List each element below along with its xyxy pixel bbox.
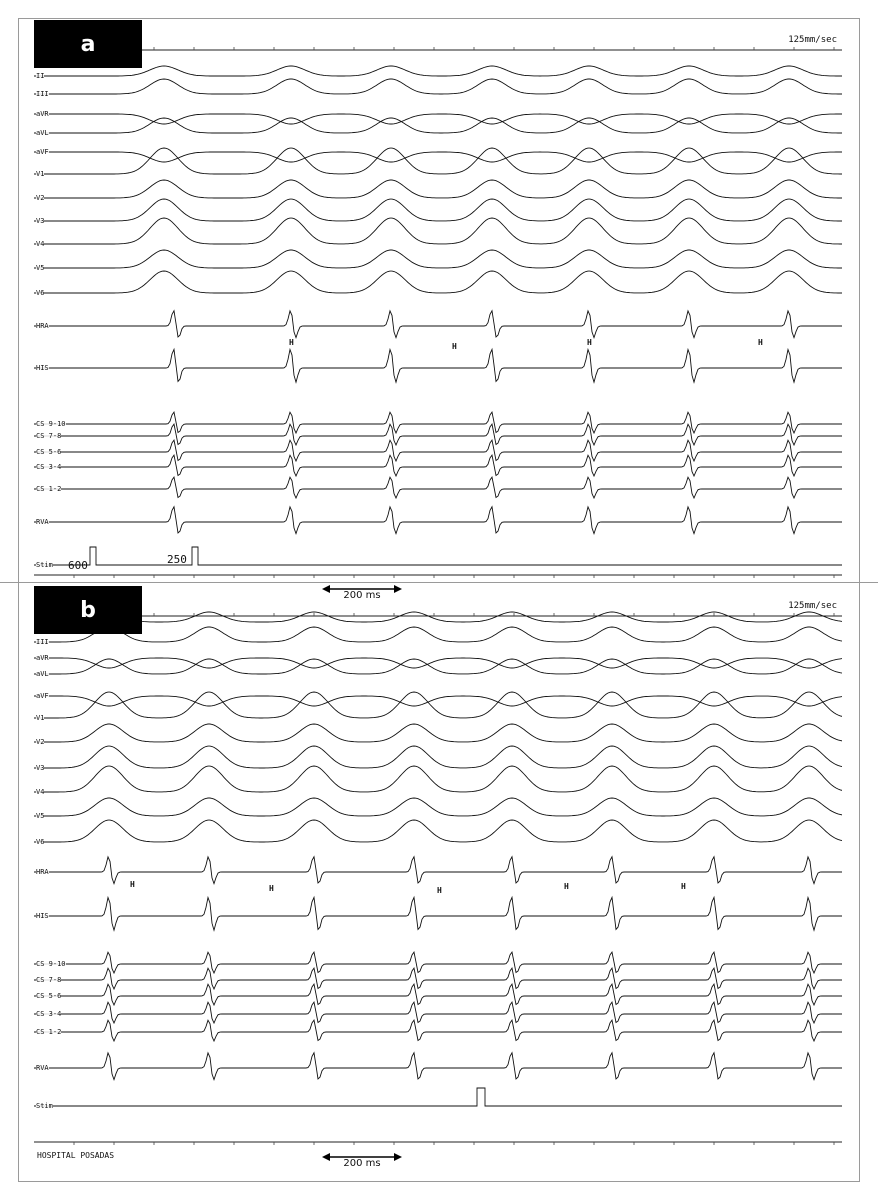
stim-interval-250: 250 bbox=[167, 553, 187, 566]
lead-label-avf: aVF bbox=[36, 692, 49, 700]
trace-hra bbox=[34, 311, 842, 338]
lead-label-avf: aVF bbox=[36, 148, 49, 156]
his-marker: H bbox=[269, 884, 274, 893]
panel-a-label: a bbox=[34, 20, 142, 68]
lead-label-hra: HRA bbox=[36, 322, 49, 330]
panel-b-scale-label: 200 ms bbox=[343, 1158, 381, 1169]
trace-rva bbox=[34, 507, 842, 534]
trace-avr bbox=[34, 658, 842, 668]
lead-label-avr: aVR bbox=[36, 110, 49, 118]
panel-divider bbox=[0, 582, 878, 583]
trace-v4 bbox=[34, 218, 842, 244]
lead-label-cs-5-6: CS 5-6 bbox=[36, 992, 62, 1000]
lead-label-rva: RVA bbox=[36, 518, 49, 526]
trace-ii bbox=[34, 66, 842, 76]
trace-rva bbox=[34, 1053, 842, 1080]
panel-b-label: b bbox=[34, 586, 142, 634]
his-marker: H bbox=[289, 338, 294, 347]
lead-label-v4: V4 bbox=[36, 240, 45, 248]
lead-label-cs-3-4: CS 3-4 bbox=[36, 463, 62, 471]
panel-b-tracing bbox=[34, 586, 842, 1168]
lead-label-cs-9-10: CS 9-10 bbox=[36, 960, 66, 968]
lead-label-cs-1-2: CS 1-2 bbox=[36, 1028, 62, 1036]
trace-cs-1-2 bbox=[34, 477, 842, 498]
trace-iii bbox=[34, 79, 842, 94]
lead-label-avl: aVL bbox=[36, 129, 49, 137]
trace-iii bbox=[34, 627, 842, 642]
trace-his bbox=[34, 897, 842, 930]
lead-label-his: HIS bbox=[36, 364, 49, 372]
panel-b-scale-bar bbox=[320, 1150, 404, 1172]
lead-label-cs-9-10: CS 9-10 bbox=[36, 420, 66, 428]
lead-label-v5: V5 bbox=[36, 812, 45, 820]
lead-label-v1: V1 bbox=[36, 170, 45, 178]
his-marker: H bbox=[587, 338, 592, 347]
lead-label-v5: V5 bbox=[36, 264, 45, 272]
trace-cs-9-10 bbox=[34, 412, 842, 433]
lead-label-iii: III bbox=[36, 90, 49, 98]
lead-label-v2: V2 bbox=[36, 738, 45, 746]
lead-label-v3: V3 bbox=[36, 217, 45, 225]
trace-cs-3-4 bbox=[34, 455, 842, 476]
lead-label-v6: V6 bbox=[36, 838, 45, 846]
trace-v2 bbox=[34, 180, 842, 198]
lead-label-cs-7-8: CS 7-8 bbox=[36, 432, 62, 440]
trace-avr bbox=[34, 114, 842, 124]
panel-a-paper-speed: 125mm/sec bbox=[788, 35, 837, 45]
panel-a-tracing bbox=[34, 20, 842, 580]
panel-b-paper-speed: 125mm/sec bbox=[788, 601, 837, 611]
trace-v6 bbox=[34, 271, 842, 293]
trace-v5 bbox=[34, 798, 842, 816]
lead-label-iii: III bbox=[36, 638, 49, 646]
trace-v4 bbox=[34, 766, 842, 792]
his-marker: H bbox=[758, 338, 763, 347]
panel-b-footer: HOSPITAL POSADAS bbox=[37, 1151, 115, 1160]
lead-label-v2: V2 bbox=[36, 194, 45, 202]
trace-v2 bbox=[34, 724, 842, 742]
lead-label-cs-1-2: CS 1-2 bbox=[36, 485, 62, 493]
trace-ii bbox=[34, 612, 842, 622]
lead-label-cs-5-6: CS 5-6 bbox=[36, 448, 62, 456]
trace-avl bbox=[34, 118, 842, 133]
trace-cs-3-4 bbox=[34, 1002, 842, 1023]
trace-cs-5-6 bbox=[34, 440, 842, 461]
lead-label-rva: RVA bbox=[36, 1064, 49, 1072]
trace-cs-5-6 bbox=[34, 984, 842, 1005]
his-marker: H bbox=[681, 882, 686, 891]
trace-v3 bbox=[34, 199, 842, 221]
trace-stim bbox=[34, 1088, 842, 1106]
lead-label-stim: Stim bbox=[36, 1102, 53, 1110]
lead-label-v1: V1 bbox=[36, 714, 45, 722]
his-marker: H bbox=[564, 882, 569, 891]
trace-cs-1-2 bbox=[34, 1020, 842, 1041]
lead-label-hra: HRA bbox=[36, 868, 49, 876]
lead-label-stim: Stim bbox=[36, 561, 53, 569]
panel-b bbox=[34, 586, 842, 1168]
lead-label-cs-3-4: CS 3-4 bbox=[36, 1010, 62, 1018]
lead-label-v3: V3 bbox=[36, 764, 45, 772]
panel-a bbox=[34, 20, 842, 580]
trace-v6 bbox=[34, 820, 842, 842]
trace-avf bbox=[34, 696, 842, 706]
lead-label-v6: V6 bbox=[36, 289, 45, 297]
trace-his bbox=[34, 349, 842, 382]
trace-v3 bbox=[34, 746, 842, 768]
trace-cs-9-10 bbox=[34, 952, 842, 973]
trace-cs-7-8 bbox=[34, 968, 842, 989]
lead-label-ii: II bbox=[36, 72, 45, 80]
trace-stim bbox=[34, 547, 842, 565]
his-marker: H bbox=[130, 880, 135, 889]
lead-label-avr: aVR bbox=[36, 654, 49, 662]
his-marker: H bbox=[437, 886, 442, 895]
trace-v5 bbox=[34, 250, 842, 268]
trace-avf bbox=[34, 152, 842, 162]
lead-label-v4: V4 bbox=[36, 788, 45, 796]
trace-cs-7-8 bbox=[34, 424, 842, 445]
lead-label-cs-7-8: CS 7-8 bbox=[36, 976, 62, 984]
lead-label-his: HIS bbox=[36, 912, 49, 920]
trace-hra bbox=[34, 857, 842, 884]
lead-label-avl: aVL bbox=[36, 670, 49, 678]
stim-interval-600: 600 bbox=[68, 559, 88, 572]
his-marker: H bbox=[452, 342, 457, 351]
panel-a-scale-label: 200 ms bbox=[343, 590, 381, 601]
